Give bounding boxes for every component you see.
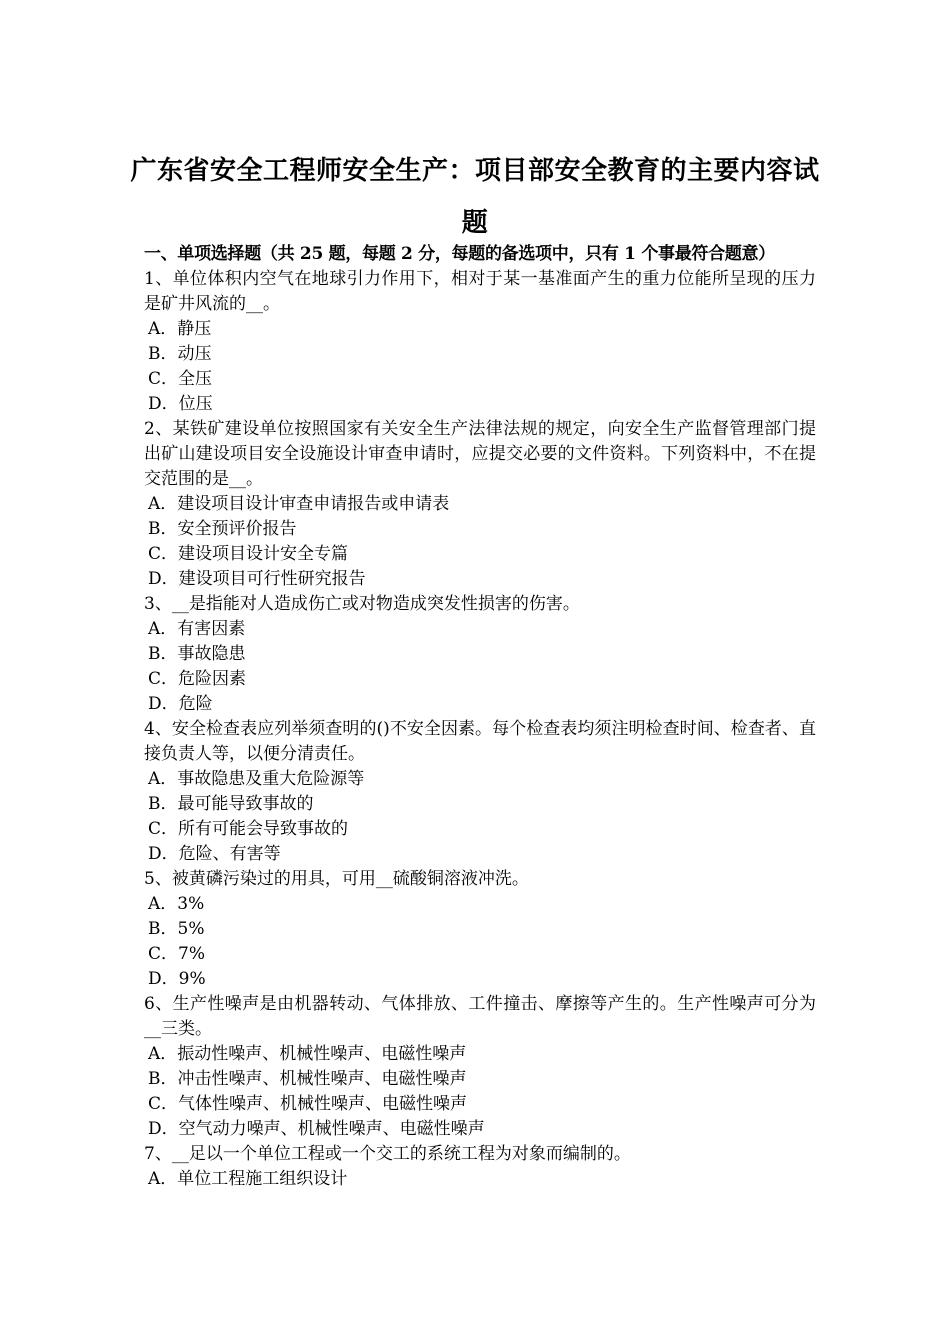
question-5 [144, 867, 816, 992]
option-letter: C． [148, 669, 179, 689]
question-2 [144, 417, 816, 592]
option-letter: A． [148, 319, 178, 339]
option-b [144, 342, 816, 367]
question-4 [144, 717, 816, 867]
option-text: 危险因素 [178, 669, 247, 689]
option-a [144, 767, 816, 792]
option-letter: D． [148, 394, 179, 414]
option-a [144, 617, 816, 642]
option-b [144, 642, 816, 667]
option-d [144, 967, 816, 992]
option-c [144, 817, 816, 842]
option-d [144, 392, 816, 417]
option-b [144, 1067, 816, 1092]
option-letter: A． [148, 494, 178, 514]
option-text: 7% [178, 944, 205, 964]
document-body [144, 242, 816, 1192]
option-c [144, 367, 816, 392]
option-b [144, 917, 816, 942]
question-1 [144, 267, 816, 417]
option-letter: A． [148, 1169, 178, 1189]
option-letter: C． [148, 819, 179, 839]
option-text: 全压 [178, 369, 213, 389]
option-text: 静压 [177, 319, 212, 339]
option-c [144, 942, 816, 967]
option-text: 9% [178, 969, 206, 989]
option-list [144, 1167, 816, 1192]
question-text: 6、生产性噪声是由机器转动、气体排放、工件撞击、摩擦等产生的。生产性噪声可分为__三类。 [144, 994, 816, 1039]
option-letter: C． [148, 944, 179, 964]
option-text: 建设项目可行性研究报告 [178, 569, 366, 589]
option-a [144, 892, 816, 917]
option-letter: C． [148, 544, 179, 564]
option-letter: D． [148, 694, 179, 714]
question-3 [144, 592, 816, 717]
option-list [144, 617, 816, 717]
option-text: 事故隐患 [177, 644, 246, 664]
option-c [144, 1092, 816, 1117]
option-letter: C． [148, 1094, 179, 1114]
option-list [144, 492, 816, 592]
section-heading: 一、单项选择题（共 25 题，每题 2 分，每题的备选项中，只有 1 个事最符合题意） [144, 244, 775, 264]
question-6 [144, 992, 816, 1142]
option-text: 事故隐患及重大危险源等 [177, 769, 365, 789]
option-c [144, 667, 816, 692]
option-letter: D． [148, 969, 179, 989]
option-list [144, 767, 816, 867]
option-letter: B． [148, 519, 178, 539]
question-text: 4、安全检查表应列举须查明的()不安全因素。每个检查表均须注明检查时间、检查者、直接负责人等，以便分清责任。 [144, 719, 816, 764]
option-a [144, 1167, 816, 1192]
option-text: 有害因素 [177, 619, 246, 639]
option-letter: A． [148, 619, 178, 639]
option-text: 气体性噪声、机械性噪声、电磁性噪声 [178, 1094, 468, 1114]
option-letter: A． [148, 894, 178, 914]
option-letter: B． [148, 1069, 178, 1089]
option-text: 5% [177, 919, 205, 939]
option-c [144, 542, 816, 567]
option-d [144, 567, 816, 592]
option-text: 危险 [178, 694, 213, 714]
option-text: 安全预评价报告 [177, 519, 297, 539]
option-text: 3% [177, 894, 205, 914]
option-letter: B． [148, 344, 178, 364]
option-text: 单位工程施工组织设计 [177, 1169, 348, 1189]
option-b [144, 792, 816, 817]
option-text: 建设项目设计安全专篇 [178, 544, 349, 564]
option-list [144, 317, 816, 417]
option-b [144, 517, 816, 542]
option-a [144, 492, 816, 517]
option-d [144, 1117, 816, 1142]
option-letter: D． [148, 569, 179, 589]
question-text: 2、某铁矿建设单位按照国家有关安全生产法律法规的规定，向安全生产监督管理部门提出矿山建设项目安全设施设计审查申请时，应提交必要的文件资料。下列资料中，不在提交范围的是__。 [144, 419, 816, 489]
question-text: 3、__是指能对人造成伤亡或对物造成突发性损害的伤害。 [144, 594, 580, 614]
option-letter: B． [148, 644, 178, 664]
option-text: 位压 [178, 394, 213, 414]
option-a [144, 317, 816, 342]
option-a [144, 1042, 816, 1067]
question-text: 1、单位体积内空气在地球引力作用下，相对于某一基准面产生的重力位能所呈现的压力是矿井风流的__。 [144, 269, 816, 314]
option-text: 冲击性噪声、机械性噪声、电磁性噪声 [177, 1069, 467, 1089]
option-text: 所有可能会导致事故的 [178, 819, 349, 839]
option-letter: C． [148, 369, 179, 389]
option-d [144, 692, 816, 717]
option-letter: D． [148, 1119, 179, 1139]
option-letter: A． [148, 1044, 178, 1064]
option-text: 动压 [177, 344, 212, 364]
document-title: 广东省安全工程师安全生产：项目部安全教育的主要内容试题 [130, 156, 820, 238]
option-letter: D． [148, 844, 179, 864]
question-text: 7、__足以一个单位工程或一个交工的系统工程为对象而编制的。 [144, 1144, 631, 1164]
option-letter: A． [148, 769, 178, 789]
option-d [144, 842, 816, 867]
option-list [144, 1042, 816, 1142]
option-text: 危险、有害等 [178, 844, 281, 864]
option-list [144, 892, 816, 992]
option-text: 振动性噪声、机械性噪声、电磁性噪声 [177, 1044, 467, 1064]
option-text: 最可能导致事故的 [177, 794, 314, 814]
option-text: 建设项目设计审查申请报告或申请表 [177, 494, 450, 514]
option-text: 空气动力噪声、机械性噪声、电磁性噪声 [178, 1119, 485, 1139]
question-text: 5、被黄磷污染过的用具，可用__硫酸铜溶液冲洗。 [144, 869, 529, 889]
option-letter: B． [148, 919, 178, 939]
question-7 [144, 1142, 816, 1192]
option-letter: B． [148, 794, 178, 814]
